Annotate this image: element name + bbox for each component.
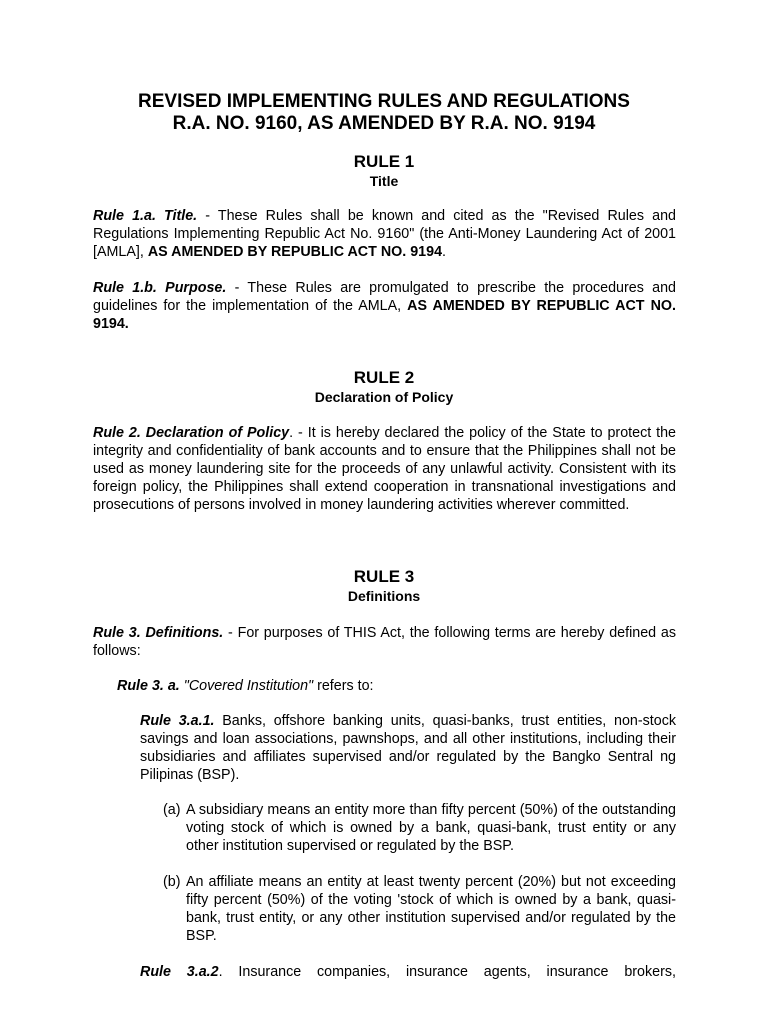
rule1-heading: RULE 1 <box>353 152 415 171</box>
rule2-heading: RULE 2 <box>353 368 415 387</box>
rule3-subtitle: Definitions <box>347 588 421 604</box>
list-item-a <box>163 801 676 855</box>
rule3a2-paragraph <box>140 963 676 981</box>
rule3-heading: RULE 3 <box>353 567 415 586</box>
rule3a-label: Rule 3. a. <box>117 678 180 694</box>
list-item-a-text: A subsidiary means an entity more than fifty percent (50%) of the outstanding voting stock of which is owned by a bank, quasi-bank, trust entity or any other institution supervised or regulated by the BSP. <box>186 802 676 854</box>
rule2-paragraph <box>93 424 676 514</box>
list-item-a-marker: (a) <box>163 802 181 818</box>
rule3a1-label: Rule 3.a.1. <box>140 713 215 729</box>
rule1a-paragraph <box>93 207 676 261</box>
rule3-label: Rule 3. Definitions. <box>93 625 224 641</box>
rule3a-paragraph <box>117 677 677 695</box>
rule1b-label: Rule 1.b. Purpose. <box>93 280 227 296</box>
rule1b-text: - These Rules are promulgated to prescribe the procedures and guidelines for the implementation of the AMLA, <box>93 280 676 314</box>
rule3a2-label: Rule 3.a.2 <box>140 964 219 980</box>
list-item-b-text: An affiliate means an entity at least twenty percent (20%) but not exceeding fifty percent (50%) of the voting 'stock of which is owned by a bank, quasi-bank, trust entity, or any other institution supervised and/or regulated by the BSP. <box>186 874 676 944</box>
list-item-b-marker: (b) <box>163 874 181 890</box>
rule3a1-paragraph <box>140 712 676 784</box>
document-title-line2: R.A. NO. 9160, AS AMENDED BY R.A. NO. 9194 <box>172 113 596 134</box>
rule1b-paragraph <box>93 279 676 333</box>
rule2-label: Rule 2. Declaration of Policy <box>93 425 290 441</box>
list-item-b <box>163 873 676 945</box>
rule1a-text: - These Rules shall be known and cited as the "Revised Rules and Regulations Implementing Republic Act No. 9160" (the Anti-Money Laundering Act of 2001 [AMLA], <box>93 208 676 260</box>
rule3a-text: refers to: <box>313 678 374 694</box>
rule1a-end: . <box>442 244 447 260</box>
document-title-line1: REVISED IMPLEMENTING RULES AND REGULATIONS <box>138 91 630 112</box>
rule3-paragraph <box>93 624 676 660</box>
rule2-subtitle: Declaration of Policy <box>314 389 454 405</box>
rule2-text: . - It is hereby declared the policy of the State to protect the integrity and confidentiality of bank accounts and to ensure that the Philippines shall not be used as money laundering site for the proceeds of any unlawful activity. Consistent with its foreign policy, the Philippines shall extend cooperation in transnational investigations and prosecutions of persons involved in money laundering activities wherever committed. <box>93 425 676 513</box>
rule3a1-text: Banks, offshore banking units, quasi-banks, trust entities, non-stock savings and loan associations, pawnshops, and all other institutions, including their subsidiaries and affiliates supervised and/or regulated by the Bangko Sentral ng Pilipinas (BSP). <box>140 713 676 783</box>
rule3-text: - For purposes of THIS Act, the following terms are hereby defined as follows: <box>93 625 676 659</box>
rule1b-bold: AS AMENDED BY REPUBLIC ACT NO. 9194. <box>93 298 676 332</box>
rule1a-label: Rule 1.a. Title. <box>93 208 198 224</box>
rule1a-bold: AS AMENDED BY REPUBLIC ACT NO. 9194 <box>147 244 443 260</box>
rule1-subtitle: Title <box>369 173 399 189</box>
rule3a2-text: . Insurance companies, insurance agents, insurance brokers, <box>218 964 676 980</box>
rule3a-italic: "Covered Institution" <box>179 678 314 694</box>
